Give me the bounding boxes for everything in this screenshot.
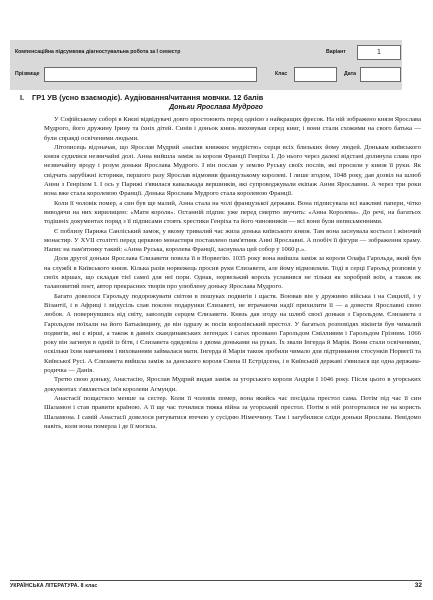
section-number: І. <box>20 93 25 102</box>
paragraph: Є поблизу Парижа Санліський замок, у якому тривалий час жила донька київського князя. Там вона заснувала костьол і жіночий монастир. У XVII столітті перед церквою монастиря поставлено пам'ятник Анні Ярославні. А пообіч її фігури — зображення храму. Напис на пам'ятнику такий: «Анна Руська, королева Франції, заснувала цей собор у 1060 р.». <box>44 227 421 254</box>
footer-subject: УКРАЇНСЬКА ЛІТЕРАТУРА. 8 клас <box>10 583 98 589</box>
paragraph: Коли її чоловік помер, а син був ще малий, Анна стала на чолі французької держави. Вона підписувала всі важливі папери, чітко виводячи на них кирилицею: «Мати короля». Останній підпис уже перед смертю звучить: «Анна Королева». До речі, на багатьох тодішніх документах поряд з її підписами стоять хрестики Генріха та його чиновників — всі вони були неписьменними. <box>44 199 421 226</box>
paragraph: Третю свою доньку, Анастасію, Ярослав Мудрий видав заміж за угорського короля Андрія І 1046 року. Після цього в угорських документах з'являється ім'я королеви Агмунди. <box>44 376 421 393</box>
paragraph: Анастасії пощастило менше за сестер. Коли її чоловік помер, вона якийсь час посідала престол сама. Потім під час її син Шаламон і став правити країною. А її ще час точилися тяжка війна за угорський престол. Потім в ній розгорталися не на користь Шаламона. І самій Анастасії довелося рятуватися втечею у сусідню Німеччину. Там і загубилися сліди доньки Ярослава. Невідомо навіть, коли вона померла і де її могила. <box>44 394 421 430</box>
paragraph: У Софійському соборі в Києві відвідувачі довго простоюють перед однією з найкращих фресок. На ній зображено князя Ярослава Мудрого, його дружину Ірину та їхніх дітей. Синів і доньок князь виховував серед книг, і вони стали схожими на свого батька — були справді освіченими людьми. <box>44 116 421 142</box>
header-box <box>10 40 402 90</box>
surname-field[interactable] <box>44 67 257 82</box>
date-field[interactable] <box>360 67 401 82</box>
header-row-1 <box>10 42 402 64</box>
header-row-2 <box>10 64 402 86</box>
work-title: Компенсаційна підсумкова діагностувальна робота за І семестр <box>15 49 181 55</box>
class-label: Клас <box>275 71 288 77</box>
date-label: Дата <box>344 71 357 77</box>
variant-field[interactable] <box>357 45 401 60</box>
section-heading <box>20 93 264 102</box>
section-title: ГР1 УВ (усно взаємодіє). Аудіювання/читання мовчки. 12 балів <box>32 93 264 102</box>
page-number: 32 <box>414 582 422 589</box>
surname-label: Прізвище <box>15 71 40 77</box>
variant-value: 1 <box>377 49 381 56</box>
paragraph: Багато довелося Гарольду подорожувати світом в пошуках подвигів і щастя. Воював він у дружиню війська і на Сицилії, і у Візантії, і в Африці і звідусіль слав поклон подарунки Єлизаветі, не втрачаючи надії прихилити її — а довести Ярославні свою любов. А повернувшись від світу, заволодів серцем Єлизавети. Князь дав згоду на шлюб своєї доньки з Гарольдом. Єлизавета з Гарольдом поїхали на його Батьківщину, де він одразу ж посів королівський престол. У багатьох розповідях вікінгів був чималий подвигів, які є вірші, а також в давніх скандинавських легендах і сагах прозвано Гарольдом Смілливим і Гарольдом Грізним. 1066 року він загинув в одній із бітв, і Єлизавета одвдовіла з двома доньками на руках. Їх звали Інгерда й Марія. Вони стали освіченими, оскільки їхня навчанням і вихованням займалася мати. Інгерда й Марія також зробили чимало для підтримання стосунків Норвегії та Київської Русі. А Єлизавета вийшла заміж за данського короля Свена ІІ Естрідсена, і в Київській державі з'явилася ще одна держава-родичка — Данія. <box>44 292 421 375</box>
class-field[interactable] <box>294 67 337 82</box>
body-text <box>44 115 421 431</box>
variant-label: Варіант <box>326 49 346 55</box>
page-footer <box>10 580 422 593</box>
paragraph: Літописець відзначав, що Ярослав Мудрий «насіяв книжкоє мудрістю» серця всіх близьких йому людей. Донькам київського князя судилися незвичайні долі. Анна вийшла заміж за короля Франції Генріха І. До нього через далекі відстані долинула слава про незвичайну вроду і розум доньки Ярослава Мудрого. І він послав у землю Руську своїх послів, які просили у князя її руки. Як свідчать зарубіжні історики, першого разу Ярослав відмовив французькому королеві. І лише згодом, 1048 року, дав дозвіл на шлюб Анни з Генріхом І. І ось у Парижі з'явилася кавалькада вершників, які супроводжували екіпаж Анни Ярославни. А через три роки вона вже стала королевою Франції. Донька Ярослава Мудрого стала королевою Франції. <box>44 143 421 198</box>
paragraph: Доля другої доньки Ярослава Єлизавети повела її в Норвегію. 1035 року вона вийшла заміж за короля Олафа Гарольда, який був на службі в Київського князя. Кілька разів норвежець просив руки Єлизавети, але йому відмовляли. Тоді в серці Гарольд розповів у своїх віршах, що складав тієї самої для неї пори. Однак, норвезький король уславився не тільки як хоробрий воїн, а також як талановитий поет, автор прекрасних творів про улюблену доньку Ярослава Мудрого. <box>44 255 421 291</box>
text-title: Доньки Ярослава Мудрого <box>169 104 263 111</box>
